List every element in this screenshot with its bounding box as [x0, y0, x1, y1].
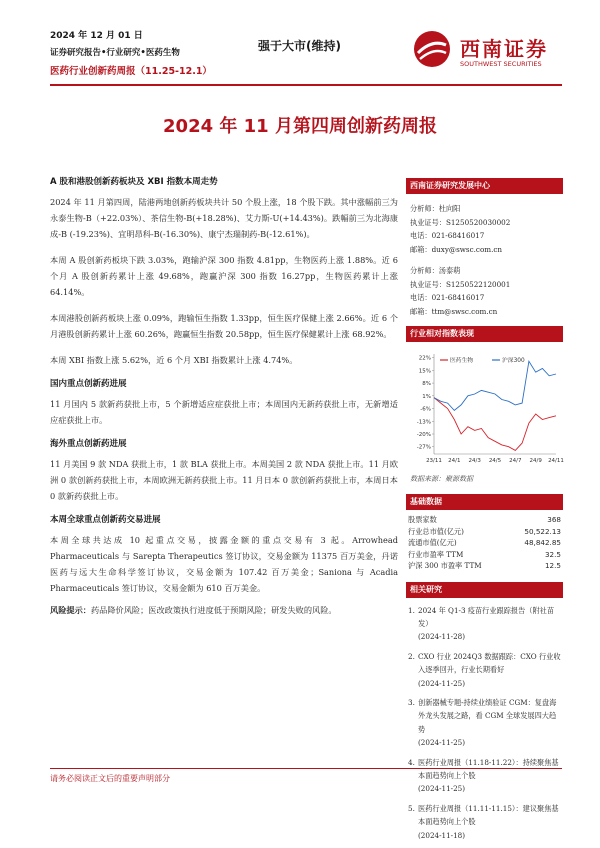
basic-data-row	[406, 549, 563, 561]
basic-data-value: 32.5	[544, 549, 561, 559]
paragraph: 本周全球共达成 10 起重点交易，披露金额的重点交易有 3 起。Arrowhead Pharmaceuticals 与 Sarepta Therapeutics 签订协议，交易金额为 11375 百万美金，丹诺医药与远大生命科学签订协议，交易金额为 107.42 百万美金；Saniona 与 Acadia Pharmaceuticals 签订协议，交易金额为 610 百万美金。	[50, 535, 398, 593]
basic-data-label: 流通市值(亿元)	[408, 538, 457, 547]
x-tick-label: 24/3	[468, 458, 481, 464]
related-research-title: CXO 行业 2024Q3 数据跟踪：CXO 行业收入逐季回升，行业长期看好	[418, 651, 561, 675]
paragraph: 2024 年 11 月第四周，陆港两地创新药板块共计 50 个股上涨，18 个股下跌。其中涨幅前三为永泰生物-B（+22.03%）、茶信生物-B(+18.28%)、艾力斯-U(+14.43%)。跌幅前三为北海康成-B (-19.23%)、宜明昂科-B(-16.30%)、康宁杰瑞制药-B(-12.61%)。	[50, 197, 398, 239]
related-research-text	[418, 802, 561, 842]
basic-data-row	[406, 526, 563, 538]
section-heading-domestic: 国内重点创新药进展	[50, 379, 127, 389]
series-line-0	[434, 398, 556, 451]
relative-perf-bar: 行业相对指数表现	[406, 326, 563, 342]
line-chart	[406, 348, 563, 470]
paragraph: 11 月国内 5 款新药获批上市，5 个新增适应症获批上市；本周国内无新药获批上市，无新增适应症获批上市。	[50, 399, 398, 425]
related-research-text	[418, 756, 561, 796]
related-research-title: 医药行业周报（11.11-11.15）：建议聚焦基本面趋势向上个股	[418, 803, 559, 827]
x-tick-label: 24/11	[548, 458, 564, 464]
weekly-title: 医药行业创新药周报（11.25-12.1）	[50, 66, 212, 77]
basic-data-value: 50,522.13	[524, 526, 561, 536]
basic-data-value: 48,842.85	[524, 538, 561, 547]
basic-data-row	[406, 537, 563, 549]
series-line-1	[434, 361, 556, 410]
related-research-item[interactable]	[408, 756, 561, 796]
related-research-date: (2024-11-28)	[418, 632, 466, 642]
related-research-number: 4.	[408, 757, 415, 767]
analyst-info	[406, 194, 563, 318]
basic-data-row	[406, 514, 563, 526]
analyst-email[interactable]: 邮箱：ttm@swsc.com.cn	[410, 306, 498, 316]
section-heading-deals: 本周全球重点创新药交易进展	[50, 515, 161, 525]
related-research-text	[418, 604, 561, 644]
basic-data-label: 股票家数	[408, 515, 437, 524]
related-research-number: 2.	[408, 651, 415, 661]
legend-label: 沪深300	[502, 358, 525, 364]
basic-data-label: 沪深 300 市盈率 TTM	[408, 561, 482, 570]
y-tick-label: -20%	[416, 432, 431, 438]
related-research-item[interactable]	[408, 650, 561, 690]
x-tick-label: 23/11	[426, 458, 442, 464]
y-tick-label: 8%	[422, 381, 431, 388]
basic-data-label: 行业市盈率 TTM	[408, 549, 464, 559]
analyst-name: 分析师：汤泰萌	[410, 266, 461, 275]
related-research-date: (2024-11-25)	[418, 678, 466, 688]
logo-text-en: SOUTHWEST SECURITIES	[460, 60, 542, 68]
analyst-name: 分析师：杜向阳	[410, 204, 461, 213]
logo-mark-icon	[412, 29, 452, 69]
related-research-list	[406, 598, 563, 843]
related-research-title: 创新器械专题-持续业绩验证 CGM：复盘海外龙头发展之路，看 CGM 全球发展四大趋势	[418, 697, 557, 734]
paragraph: 本周港股创新药板块上涨 0.09%，跑输恒生指数 1.33pp，恒生医疗保健上涨 2.66%。近 6 个月港股创新药累计上涨 60.26%，跑赢恒生指数 20.58pp，恒生医疗保健累计上涨 68.92%。	[50, 313, 398, 339]
company-logo	[412, 27, 562, 77]
analyst-email[interactable]: 邮箱：duxy@swsc.com.cn	[410, 244, 503, 254]
analyst-phone: 电话：021-68416017	[410, 231, 485, 240]
paragraph: 11 月美国 9 款 NDA 获批上市，1 款 BLA 获批上市。本周美国 2 款 NDA 获批上市。11 月欧洲 0 款创新药获批上市，本周欧洲无新药获批上市。11 月日本 0 款创新药获批上市，本周日本 0 款新药获批上市。	[50, 459, 399, 501]
y-tick-label: -27%	[416, 444, 431, 451]
analyst-cert: 执业证号：S1250520030002	[410, 217, 511, 227]
related-research-item[interactable]	[408, 696, 561, 750]
related-research-date: (2024-11-25)	[418, 738, 466, 748]
related-research-text	[418, 650, 561, 690]
related-research-date: (2024-11-25)	[418, 784, 466, 794]
x-tick-label: 24/1	[448, 458, 461, 464]
sidebar	[406, 178, 563, 848]
risk-label: 风险提示：	[50, 605, 91, 615]
section-heading-overseas: 海外重点创新药进展	[50, 439, 127, 449]
paragraph: 本周 A 股创新药板块下跌 3.03%，跑输沪深 300 指数 4.81pp，生物医药上涨 1.88%。近 6 个月 A 股创新药累计上涨 49.68%，跑赢沪深 300 指数 16.27pp，生物医药累计上涨 64.14%。	[50, 255, 398, 297]
y-tick-label: -6%	[420, 406, 431, 413]
related-research-bar: 相关研究	[406, 582, 563, 598]
report-date: 2024 年 12 月 01 日	[50, 31, 143, 41]
report-category: 证券研究报告•行业研究•医药生物	[50, 48, 180, 58]
x-tick-label: 24/5	[488, 458, 502, 464]
related-research-item[interactable]	[408, 802, 561, 842]
basic-data-table	[406, 514, 563, 572]
related-research-number: 5.	[408, 803, 415, 813]
y-tick-label: 1%	[422, 393, 431, 400]
basic-data-bar: 基础数据	[406, 494, 563, 510]
x-tick-label: 24/7	[509, 458, 522, 464]
footer-divider	[50, 768, 562, 769]
related-research-item[interactable]	[408, 604, 561, 644]
y-tick-label: 15%	[418, 368, 431, 375]
risk-text: 药品降价风险；医改政策执行进度低于预期风险；研发失败的风险。	[90, 605, 337, 615]
relative-perf-chart	[406, 348, 563, 470]
page-title: 2024 年 11 月第四周创新药周报	[163, 116, 437, 137]
chart-source: 数据来源：聚源数据	[410, 475, 473, 483]
header-divider	[50, 84, 562, 86]
logo-text-cn: 西南证券	[460, 37, 548, 61]
industry-rating: 强于大市(维持)	[258, 39, 341, 53]
analyst-cert: 执业证号：S1250522120001	[410, 279, 511, 289]
related-research-number: 1.	[408, 605, 415, 615]
related-research-title: 医药行业周报（11.18-11.22）：持续聚焦基本面趋势向上个股	[418, 757, 559, 780]
basic-data-value: 368	[547, 515, 561, 524]
paragraph: 本周 XBI 指数上涨 5.62%，近 6 个月 XBI 指数累计上涨 4.74%。	[50, 355, 298, 365]
related-research-text	[418, 696, 561, 750]
main-content	[50, 176, 398, 618]
research-center-bar: 西南证券研究发展中心	[406, 178, 563, 194]
basic-data-value: 12.5	[544, 561, 561, 570]
basic-data-label: 行业总市值(亿元)	[408, 526, 464, 536]
analyst-phone: 电话：021-68416017	[410, 293, 485, 302]
section-heading-market: A 股和港股创新药板块及 XBI 指数本周走势	[50, 177, 218, 187]
x-tick-label: 24/9	[529, 458, 542, 464]
related-research-title: 2024 年 Q1-3 疫苗行业跟踪报告（附社苗发）	[418, 605, 555, 628]
y-tick-label: 22%	[418, 355, 431, 362]
related-research-date: (2024-11-18)	[418, 830, 466, 840]
legend-label: 医药生物	[450, 358, 474, 364]
report-header	[50, 30, 250, 78]
y-tick-label: -13%	[416, 419, 431, 426]
related-research-number: 3.	[408, 697, 415, 707]
footer-disclaimer: 请务必阅读正文后的重要声明部分	[50, 774, 170, 783]
risk-warning	[50, 602, 398, 618]
basic-data-row	[406, 560, 563, 572]
